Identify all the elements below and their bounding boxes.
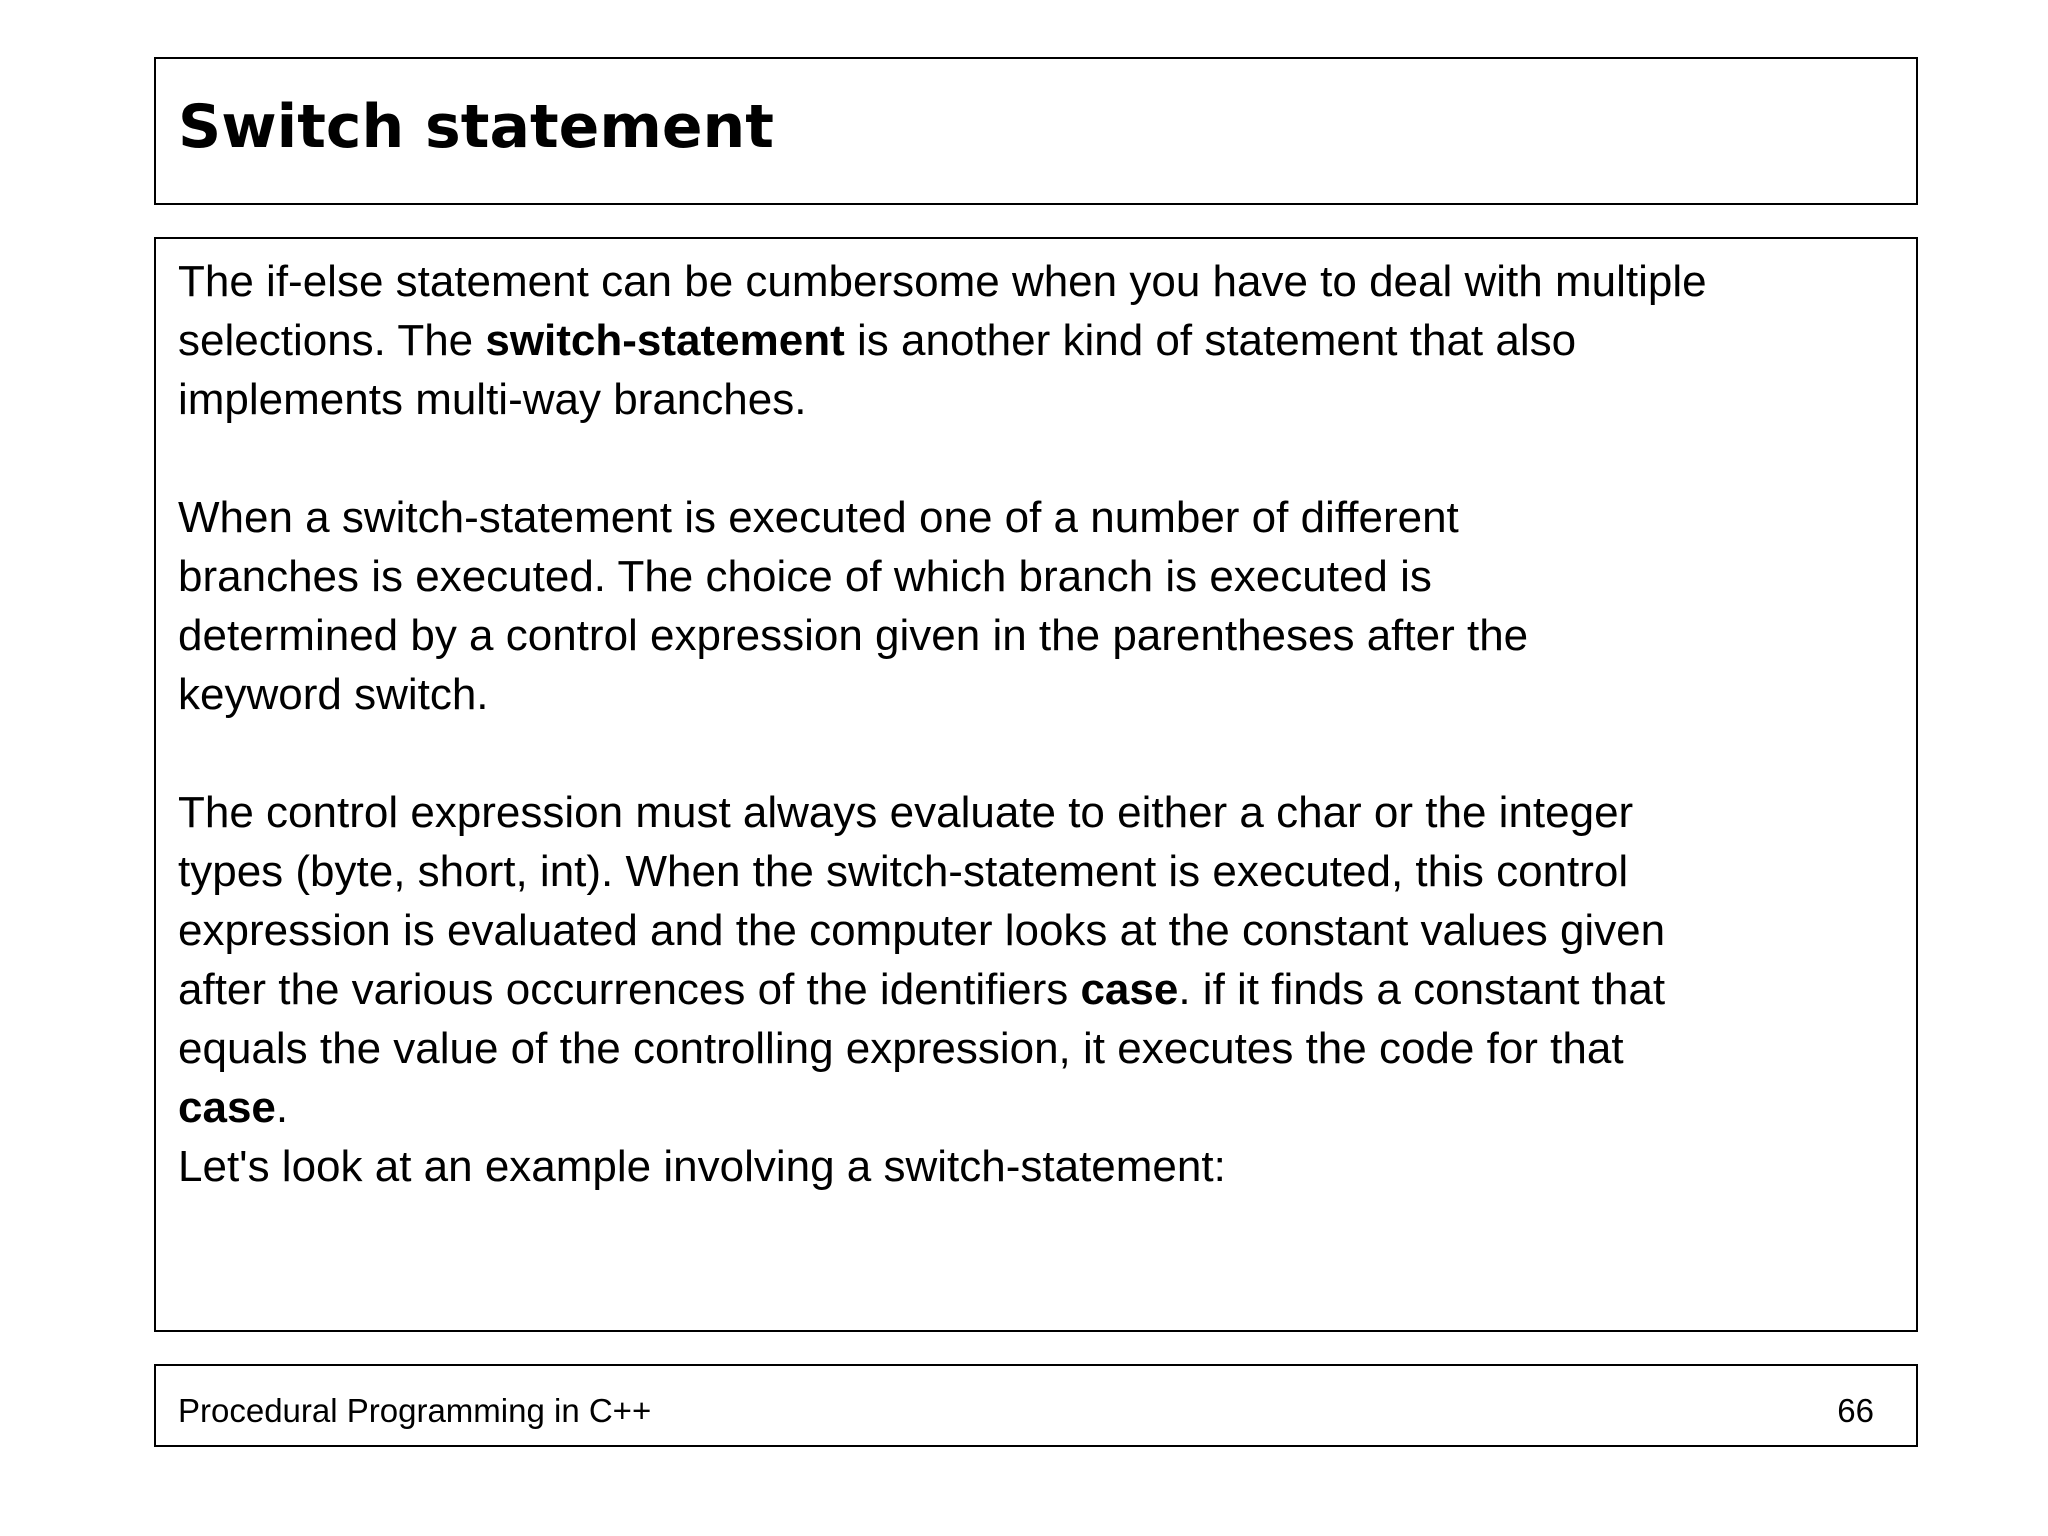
paragraph-execution	[178, 488, 1893, 724]
slide-title: Switch statement	[178, 92, 774, 162]
text-line: branches is executed. The choice of which branch is executed is	[178, 552, 1432, 601]
page-number: 66	[1837, 1392, 1874, 1429]
keyword-switch-statement: switch-statement	[485, 316, 845, 365]
text-line: determined by a control expression given in the parentheses after the	[178, 611, 1529, 660]
text-line: case.	[178, 1083, 289, 1132]
text-line: When a switch-statement is executed one of a number of different	[178, 493, 1459, 542]
text-line: keyword switch.	[178, 670, 489, 719]
text-line: The if-else statement can be cumbersome when you have to deal with multiple	[178, 257, 1707, 306]
keyword-case: case	[178, 1083, 276, 1132]
text-line: equals the value of the controlling expression, it executes the code for that	[178, 1024, 1624, 1073]
slide-body	[178, 252, 1893, 1196]
text-line: The control expression must always evaluate to either a char or the integer	[178, 788, 1634, 837]
text-line: after the various occurrences of the identifiers case. if it finds a constant that	[178, 965, 1666, 1014]
paragraph-control-expression	[178, 783, 1893, 1196]
slide-footer	[154, 1364, 1918, 1447]
text-line: implements multi-way branches.	[178, 375, 807, 424]
text-line: selections. The switch-statement is another kind of statement that also	[178, 316, 1577, 365]
footer-course-title: Procedural Programming in C++	[178, 1392, 652, 1429]
slide-title-box	[154, 57, 1918, 205]
text-line: Let's look at an example involving a switch-statement:	[178, 1142, 1226, 1191]
slide-content-box	[154, 237, 1918, 1332]
text-line: types (byte, short, int). When the switch-statement is executed, this control	[178, 847, 1629, 896]
paragraph-spacer	[178, 724, 1893, 783]
text-line: expression is evaluated and the computer looks at the constant values given	[178, 906, 1666, 955]
paragraph-spacer	[178, 429, 1893, 488]
keyword-case: case	[1080, 965, 1179, 1014]
paragraph-intro	[178, 252, 1893, 429]
